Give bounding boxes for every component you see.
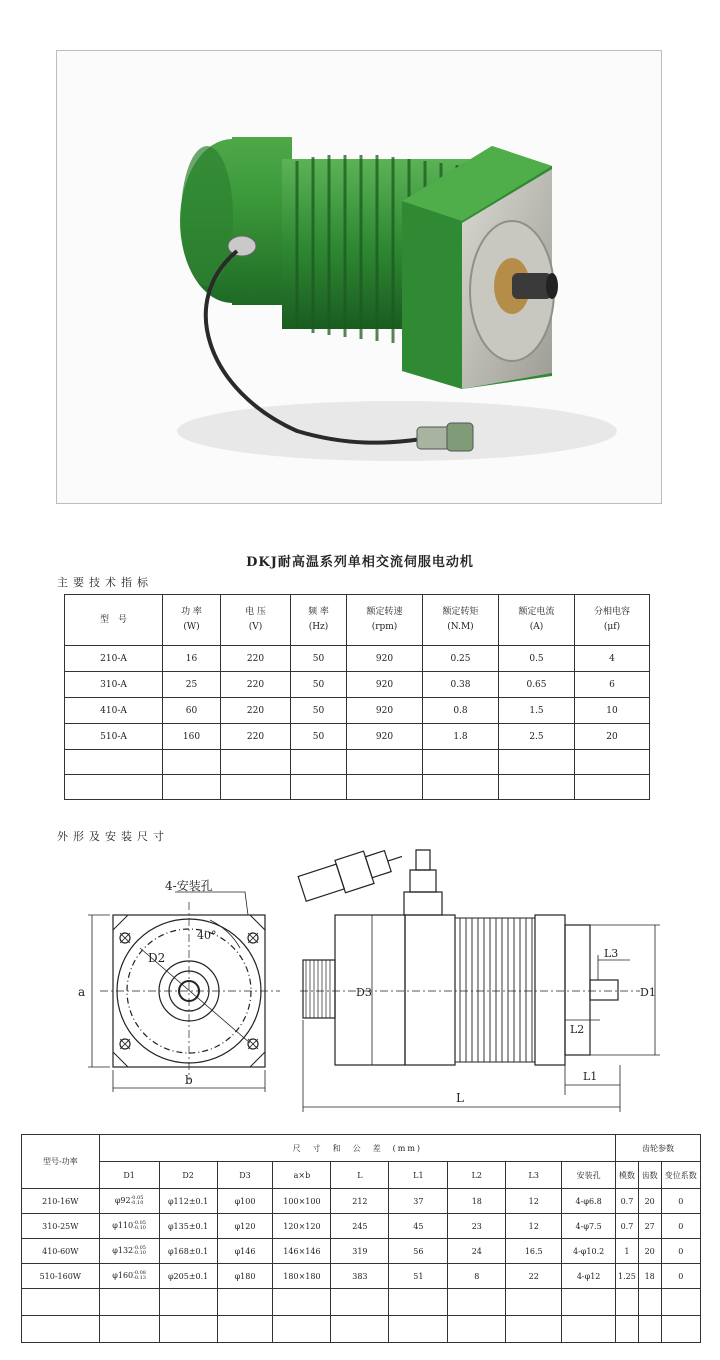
spec-header-power: 功 率 (W): [163, 595, 221, 646]
spec-header-row: [65, 595, 650, 646]
spec-header-voltage: 电 压 (V): [221, 595, 291, 646]
empty-row: [65, 750, 650, 775]
label-d2: D2: [148, 951, 166, 965]
empty-row: [22, 1316, 701, 1343]
label-a: a: [78, 985, 86, 999]
label-l: L: [456, 1091, 464, 1105]
dim-header-gear: 齿轮参数: [616, 1135, 701, 1162]
table-row: 210-A 16 220 50 920 0.25 0.5 4: [65, 646, 650, 672]
dims-section-label: 外形及安装尺寸: [57, 830, 169, 843]
empty-row: [22, 1289, 701, 1316]
label-l3: L3: [604, 947, 619, 960]
label-angle: 40°: [197, 929, 217, 942]
table-row: 210-16W φ92-0.05 -0.10 φ112±0.1 φ100 100×100 212 37 18 12 4-φ6.8 0.7 20 0: [22, 1189, 701, 1214]
label-mount-holes: 4-安装孔: [165, 879, 213, 893]
product-photo-frame: [56, 50, 662, 504]
table-row: 510-160W φ160-0.08 -0.13 φ205±0.1 φ180 180×180 383 51 8 22 4-φ12 1.25 18 0: [22, 1264, 701, 1289]
spec-table: [64, 594, 650, 800]
dim-header-model: 型号-功率: [22, 1135, 100, 1189]
spec-header-current: 额定电流 (A): [499, 595, 575, 646]
table-row: 510-A 160 220 50 920 1.8 2.5 20: [65, 724, 650, 750]
label-l2: L2: [570, 1023, 585, 1036]
spec-header-speed: 额定转速 (rpm): [347, 595, 423, 646]
document-title: DKJ耐高温系列单相交流伺服电动机: [246, 555, 474, 570]
spec-header-torque: 额定转矩 (N.M): [423, 595, 499, 646]
dim-header-row-2: D1 D2 D3 a×b L L1 L2 L3 安装孔 模数 齿数 变位系数: [22, 1162, 701, 1189]
table-row: 410-60W φ132-0.05 -0.10 φ168±0.1 φ146 146×146 319 56 24 16.5 4-φ10.2 1 20 0: [22, 1239, 701, 1264]
label-l1: L1: [583, 1070, 598, 1083]
dim-header-row-1: [22, 1135, 701, 1162]
label-b: b: [185, 1073, 193, 1087]
spec-section-label: 主要技术指标: [57, 576, 153, 589]
servo-motor-photo: [57, 51, 661, 503]
dimension-drawing: [0, 840, 720, 1130]
label-d1: D1: [640, 986, 656, 999]
dimension-table: [21, 1134, 701, 1343]
label-d3: D3: [356, 986, 372, 999]
spec-header-model: 型 号: [65, 595, 163, 646]
spec-header-capacitor: 分相电容 (μf): [575, 595, 650, 646]
table-row: 410-A 60 220 50 920 0.8 1.5 10: [65, 698, 650, 724]
spec-header-frequency: 频 率 (Hz): [291, 595, 347, 646]
table-row: 310-A 25 220 50 920 0.38 0.65 6: [65, 672, 650, 698]
table-row: 310-25W φ110-0.05 -0.10 φ135±0.1 φ120 120×120 245 45 23 12 4-φ7.5 0.7 27 0: [22, 1214, 701, 1239]
dim-header-group: 尺 寸 和 公 差 (mm): [99, 1135, 615, 1162]
empty-row: [65, 775, 650, 800]
